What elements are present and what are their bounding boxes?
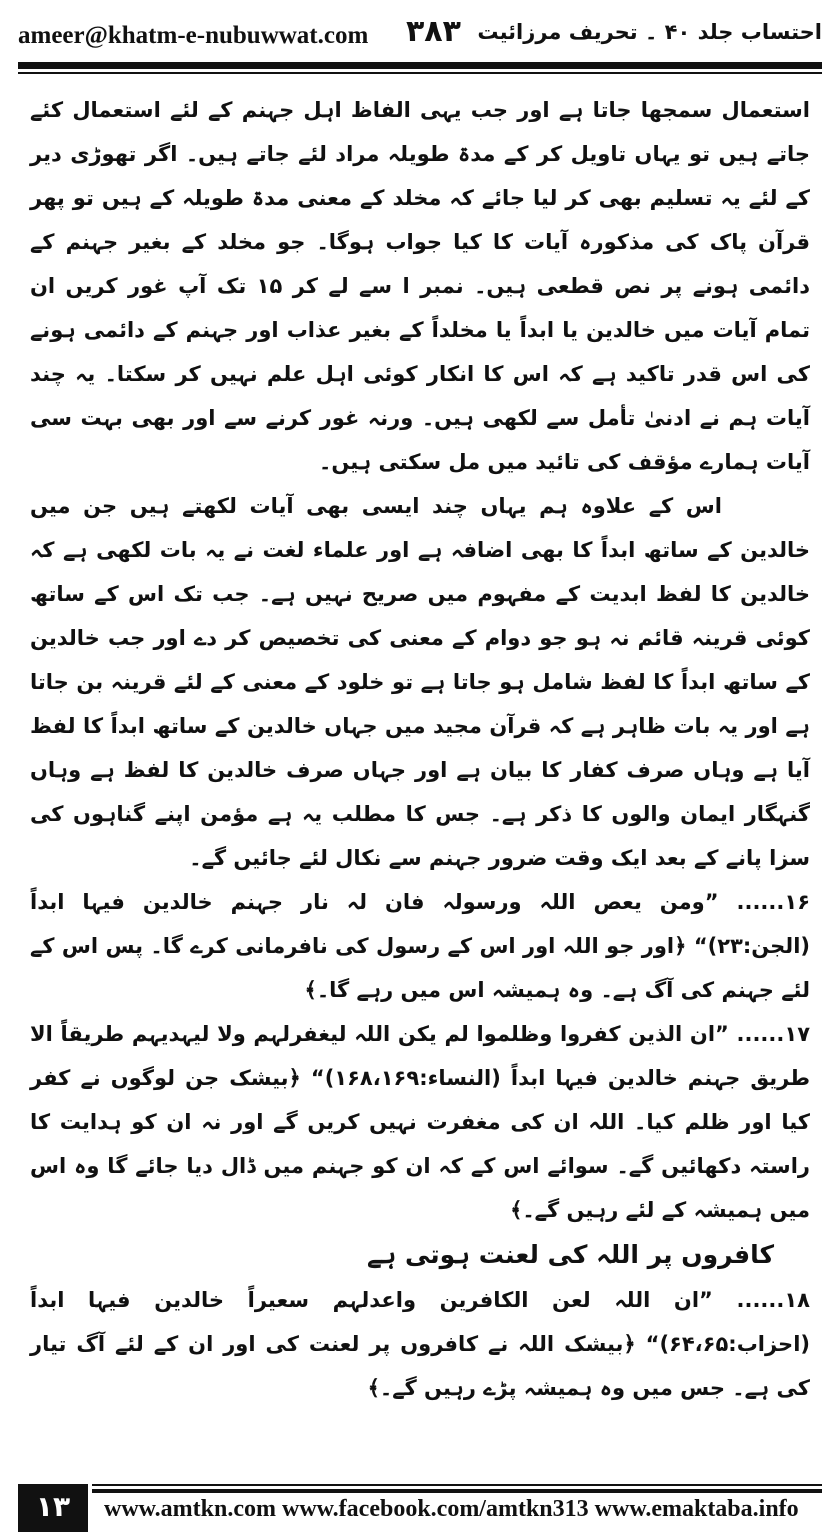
header-email: ameer@khatm-e-nubuwwat.com [18, 22, 369, 49]
footer-rule-thick [92, 1489, 822, 1493]
header-rule-thick [18, 62, 822, 69]
verse-18-translation: ﴿بیشک اللہ نے کافروں پر لعنت کی اور ان کے لئے آگ تیار کی ہے۔ جس میں وہ ہمیشہ پڑے رہیں گے۔﴾ [30, 1332, 810, 1400]
section-heading: کافروں پر اللہ کی لعنت ہوتی ہے [367, 1240, 774, 1269]
verse-16-arabic: ”ومن یعص اللہ ورسولہ فان لہ نار جہنم خالدین فیہا ابداً (الجن:۲۳)“ [30, 890, 810, 958]
verse-16-translation: ﴿اور جو اللہ اور اس کے رسول کی نافرمانی کرے گا۔ پس اس کے لئے جہنم کی آگ ہے۔ وہ ہمیشہ اس میں رہے گا۔﴾ [30, 934, 810, 1002]
verse-17 [30, 1012, 810, 1232]
verse-17-translation: ﴿بیشک جن لوگوں نے کفر کیا اور ظلم کیا۔ اللہ ان کی مغفرت نہیں کریں گے اور نہ ان کو ہدایت کا راستہ دکھائیں گے۔ سوائے اس کے کہ ان کو جہنم میں ڈال دیا جائے گا وہ اس میں ہمیشہ کے لئے رہیں گے۔﴾ [30, 1066, 810, 1222]
header-rule-thin [18, 72, 822, 74]
paragraph-2: اس کے علاوہ ہم یہاں چند ایسی بھی آیات لکھتے ہیں جن میں خالدین کے ساتھ ابداً کا بھی اضافہ ہے اور علماء لغت نے یہ بات لکھی ہے کہ خالدین کا لفظ ابدیت کے مفہوم میں صریح نہیں ہے۔ جب تک اس کے ساتھ کوئی قرینہ قائم نہ ہو جو دوام کے معنی کی تخصیص کر دے اور جب خالدین کے ساتھ ابداً کا لفظ شامل ہو جاتا ہے تو خلود کے معنی کے لئے قرینہ بن جاتا ہے اور یہ بات ظاہر ہے کہ قرآن مجید میں جہاں خالدین کے ساتھ ابداً کا لفظ آیا ہے وہاں صرف کفار کا بیان ہے اور جہاں صرف خالدین کا لفظ ہے وہاں گنہگار ایمان والوں کا ذکر ہے۔ جس کا مطلب یہ ہے مؤمن اپنے گناہوں کی سزا پانے کے بعد ایک وقت ضرور جہنم سے نکال لئے جائیں گے۔ [30, 494, 810, 870]
body-text [30, 88, 810, 1410]
header-book-title: احتساب جلد ۴۰ ۔ تحریف مرزائیت [477, 20, 822, 44]
verse-17-arabic: ”ان الذین کفروا وظلموا لم یکن اللہ لیغفرلہم ولا لیہدیہم طریقاً الا طریق جہنم خالدین فیہا ابداً (النساء:۱۶۸،۱۶۹)“ [30, 1022, 810, 1090]
footer-rule-thin [92, 1484, 822, 1486]
verse-18 [30, 1278, 810, 1410]
header-page-number: ۳۸۳ [406, 14, 461, 49]
footer-page-number: ۱۳ [18, 1484, 88, 1532]
verse-16-number: ۱۶...... [736, 890, 811, 914]
page-header [18, 14, 822, 60]
verse-17-number: ۱۷...... [736, 1022, 811, 1046]
page-footer [0, 1484, 840, 1540]
footer-links[interactable]: www.amtkn.com www.facebook.com/amtkn313 www.emaktaba.info [104, 1496, 799, 1522]
paragraph-1: استعمال سمجھا جاتا ہے اور جب یہی الفاظ اہل جہنم کے لئے استعمال کئے جاتے ہیں تو یہاں تاویل کر کے مدۃ طویلہ مراد لئے جاتے ہیں۔ اگر تھوڑی دیر کے لئے یہ تسلیم بھی کر لیا جائے کہ مخلد کے معنی مدۃ طویلہ کے ہیں تو پھر قرآن پاک کی مذکورہ آیات کا کیا جواب ہوگا۔ جو مخلد کے بغیر جہنم کے دائمی ہونے پر نص قطعی ہیں۔ نمبر ا سے لے کر ۱۵ تک آپ غور کریں ان تمام آیات میں خالدین یا ابداً یا مخلداً کے بغیر عذاب اور جہنم کے دائمی ہونے کی اس قدر تاکید ہے کہ اس کا انکار کوئی اہل علم نہیں کر سکتا۔ یہ چند آیات ہم نے ادنیٰ تأمل سے لکھی ہیں۔ ورنہ غور کرنے سے اور بھی بہت سی آیات ہمارے مؤقف کی تائید میں مل سکتی ہیں۔ [30, 98, 810, 474]
verse-18-arabic: ”ان اللہ لعن الکافرین واعدلہم سعیراً خالدین فیہا ابداً (احزاب:۶۴،۶۵)“ [30, 1288, 810, 1356]
verse-16 [30, 880, 810, 1012]
verse-18-number: ۱۸...... [736, 1288, 810, 1312]
